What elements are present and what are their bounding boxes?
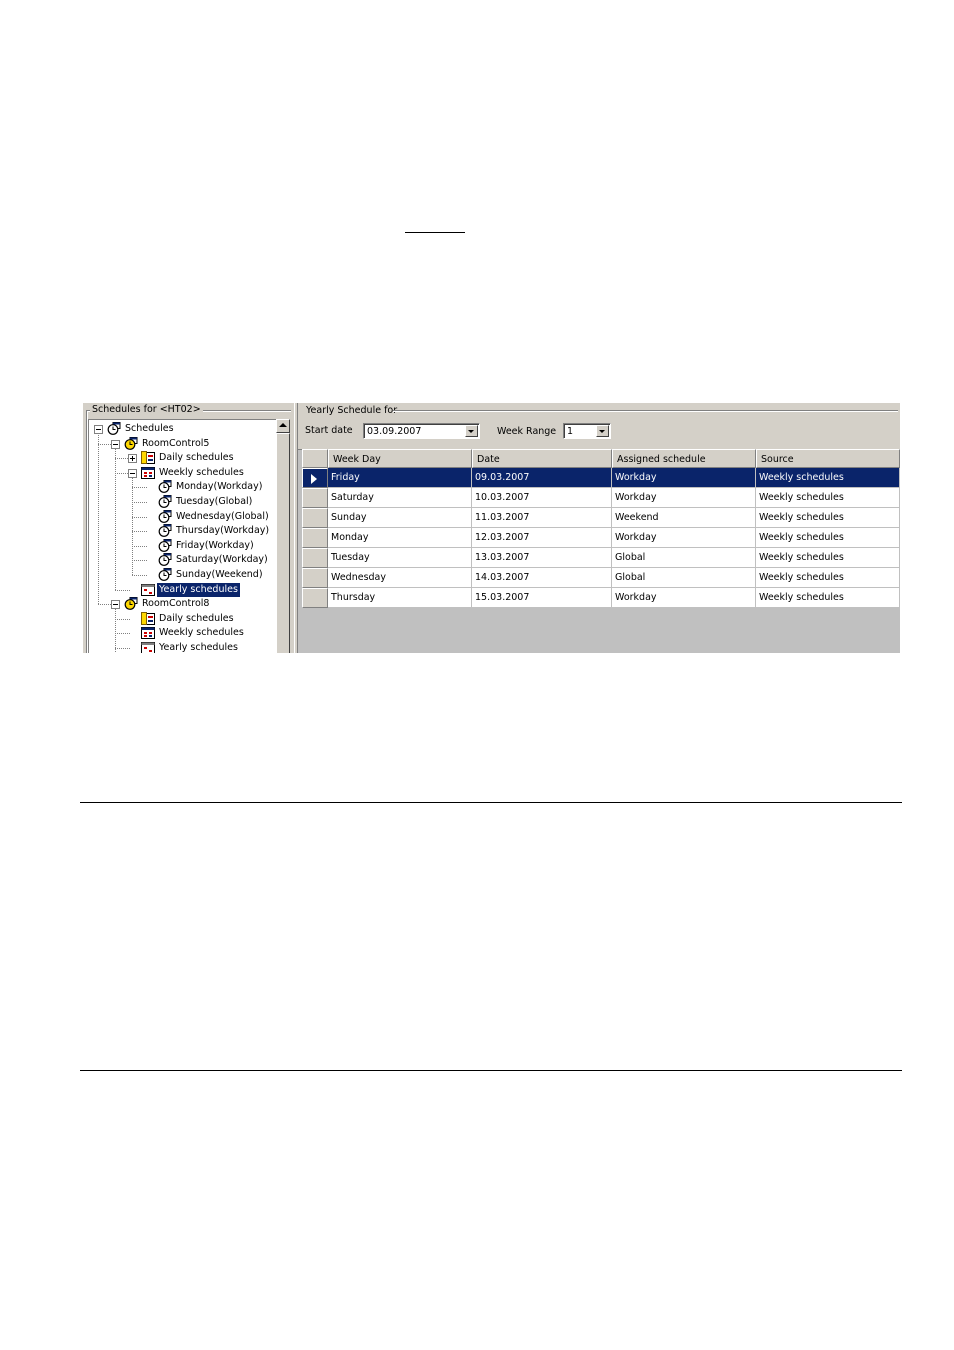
table-cell[interactable]: Workday: [612, 588, 756, 608]
table-cell[interactable]: 15.03.2007: [472, 588, 612, 608]
table-row[interactable]: [302, 488, 900, 508]
horizontal-rule: [80, 1070, 902, 1071]
table-row[interactable]: [302, 468, 900, 488]
expand-plus-icon[interactable]: [128, 454, 137, 463]
row-header[interactable]: [302, 468, 328, 488]
table-cell[interactable]: Workday: [612, 528, 756, 548]
tree-item-label: Yearly schedules: [159, 583, 238, 595]
tree-item-label: Yearly schedules: [159, 642, 238, 653]
collapse-minus-icon[interactable]: [111, 600, 120, 609]
table-cell[interactable]: Weekend: [612, 508, 756, 528]
tree-item[interactable]: [89, 451, 279, 465]
column-header[interactable]: Source: [756, 449, 900, 468]
tree-item[interactable]: [89, 480, 279, 494]
table-cell[interactable]: Wednesday: [328, 568, 472, 588]
collapse-minus-icon[interactable]: [128, 469, 137, 478]
daily-schedule-icon: [141, 612, 155, 625]
tree-item[interactable]: [89, 641, 279, 653]
row-header[interactable]: [302, 528, 328, 548]
table-cell[interactable]: Weekly schedules: [756, 468, 900, 488]
table-cell[interactable]: Weekly schedules: [756, 548, 900, 568]
table-row[interactable]: [302, 548, 900, 568]
tree-item-label: Weekly schedules: [159, 466, 244, 478]
table-cell[interactable]: Saturday: [328, 488, 472, 508]
tree-item[interactable]: [89, 626, 279, 640]
tree-item-label: Wednesday(Global): [176, 510, 269, 522]
start-date-label: Start date: [305, 425, 353, 436]
yearly-schedule-icon: [141, 583, 155, 596]
tree-item[interactable]: [89, 539, 279, 553]
clock-icon: [158, 495, 172, 508]
row-header[interactable]: [302, 548, 328, 568]
tree-item-label: Sunday(Weekend): [176, 569, 263, 580]
table-cell[interactable]: Monday: [328, 528, 472, 548]
clock-icon: [158, 539, 172, 552]
table-cell[interactable]: 11.03.2007: [472, 508, 612, 528]
row-header[interactable]: [302, 568, 328, 588]
table-cell[interactable]: Friday: [328, 468, 472, 488]
room-clock-icon: [124, 437, 138, 450]
yearly-schedule-panel: [298, 403, 900, 653]
schedules-group-title: Schedules for <HT02>: [92, 404, 201, 415]
tree-item-label: Monday(Workday): [176, 481, 263, 493]
tree-item-label: Thursday(Workday): [176, 525, 270, 537]
table-cell[interactable]: Weekly schedules: [756, 588, 900, 608]
column-header[interactable]: Date: [472, 449, 612, 468]
yearly-schedule-grid[interactable]: [302, 449, 900, 653]
scroll-up-button[interactable]: [276, 419, 290, 433]
current-row-pointer-icon: [311, 474, 317, 484]
tree-scrollbar[interactable]: [276, 419, 290, 653]
collapse-minus-icon[interactable]: [111, 440, 120, 449]
yearly-schedule-title: Yearly Schedule for: [306, 405, 398, 416]
daily-schedule-icon: [141, 451, 155, 464]
table-cell[interactable]: Global: [612, 568, 756, 588]
table-row[interactable]: [302, 568, 900, 588]
row-header[interactable]: [302, 588, 328, 608]
text-underline-mark: [405, 232, 465, 233]
table-cell[interactable]: Sunday: [328, 508, 472, 528]
table-cell[interactable]: 13.03.2007: [472, 548, 612, 568]
tree-item-label: Tuesday(Global): [176, 496, 253, 507]
title-separator: [393, 410, 898, 411]
week-range-value: 1: [567, 426, 574, 437]
tree-item-label: RoomControl5: [142, 437, 210, 449]
tree-item-label: Saturday(Workday): [176, 554, 268, 566]
tree-item[interactable]: [89, 437, 279, 451]
tree-item-label: Friday(Workday): [176, 539, 254, 551]
table-row[interactable]: [302, 588, 900, 608]
tree-item[interactable]: [89, 612, 279, 626]
column-header[interactable]: Assigned schedule: [612, 449, 756, 468]
table-cell[interactable]: Global: [612, 548, 756, 568]
yearly-schedule-icon: [141, 641, 155, 653]
horizontal-rule: [80, 802, 902, 803]
yearly-schedule-toolbar: [298, 403, 900, 450]
week-range-combo[interactable]: [563, 423, 611, 439]
tree-item-label: Weekly schedules: [159, 627, 244, 639]
row-header[interactable]: [302, 508, 328, 528]
tree-item-label: RoomControl8: [142, 598, 210, 610]
schedule-tree[interactable]: [88, 419, 280, 653]
table-cell[interactable]: Workday: [612, 468, 756, 488]
table-cell[interactable]: Tuesday: [328, 548, 472, 568]
tree-item-label: Daily schedules: [159, 612, 234, 624]
table-row[interactable]: [302, 508, 900, 528]
table-cell[interactable]: 10.03.2007: [472, 488, 612, 508]
table-cell[interactable]: 14.03.2007: [472, 568, 612, 588]
grid-corner-header: [302, 449, 328, 468]
schedule-window: [83, 403, 900, 653]
schedules-panel: [83, 403, 294, 653]
tree-item[interactable]: [89, 568, 279, 582]
clock-icon: [107, 422, 121, 435]
table-cell[interactable]: Weekly schedules: [756, 528, 900, 548]
tree-item[interactable]: [89, 422, 279, 436]
table-cell[interactable]: Workday: [612, 488, 756, 508]
room-clock-icon: [124, 597, 138, 610]
tree-item-label: Daily schedules: [159, 452, 234, 464]
tree-item[interactable]: [89, 524, 279, 538]
scroll-thumb[interactable]: [276, 433, 290, 653]
tree-item-label: Schedules: [125, 423, 174, 434]
clock-icon: [158, 524, 172, 537]
start-date-dropdown-arrow-icon[interactable]: [465, 425, 478, 437]
tree-item[interactable]: [89, 510, 279, 524]
tree-item[interactable]: [89, 597, 279, 611]
table-cell[interactable]: Weekly schedules: [756, 568, 900, 588]
collapse-minus-icon[interactable]: [94, 425, 103, 434]
table-row[interactable]: [302, 528, 900, 548]
weekly-schedule-icon: [141, 626, 155, 639]
table-cell[interactable]: Thursday: [328, 588, 472, 608]
column-header[interactable]: Week Day: [328, 449, 472, 468]
weekly-schedule-icon: [141, 466, 155, 479]
clock-icon: [158, 553, 172, 566]
clock-icon: [158, 480, 172, 493]
row-header[interactable]: [302, 488, 328, 508]
table-cell[interactable]: 12.03.2007: [472, 528, 612, 548]
clock-icon: [158, 510, 172, 523]
start-date-combo[interactable]: [363, 423, 480, 439]
clock-icon: [158, 568, 172, 581]
start-date-value: 03.09.2007: [367, 426, 422, 437]
table-cell[interactable]: Weekly schedules: [756, 508, 900, 528]
tree-item[interactable]: [89, 466, 279, 480]
table-cell[interactable]: 09.03.2007: [472, 468, 612, 488]
week-range-dropdown-arrow-icon[interactable]: [596, 425, 609, 437]
tree-item[interactable]: [89, 553, 279, 567]
tree-item[interactable]: [89, 583, 279, 597]
week-range-label: Week Range: [497, 426, 557, 437]
tree-item[interactable]: [89, 495, 279, 509]
table-cell[interactable]: Weekly schedules: [756, 488, 900, 508]
